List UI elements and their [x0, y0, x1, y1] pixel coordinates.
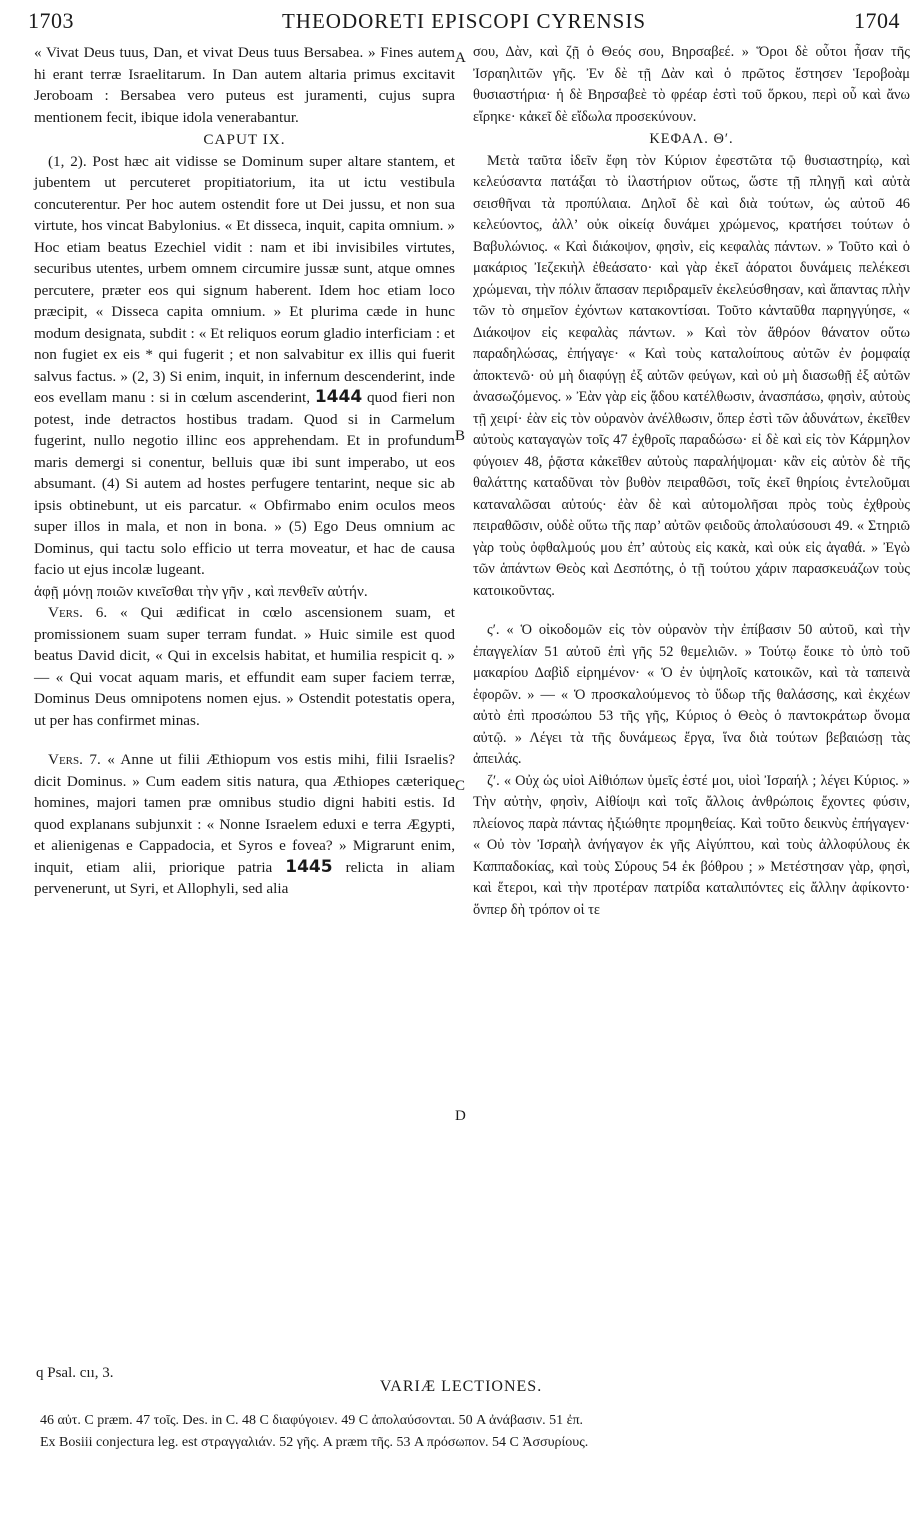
page-header: [28, 8, 900, 38]
latin-paragraph-4a: « Anne ut filii Æthiopum vos estis mihi, filii Israelis? dicit Dominus. » Cum eadem sitis natura, qua Æthiopes cæterique homines, majori tamen præ omnibus studio digni habiti estis. Id quod explanans subjunxit : « Nonne Israelem eduxi e terra Ægypti, et alienigenas e Cappadocia, et Syros e fovea? » Migrarunt enim, inquit, etiam alii, priorique patria: [34, 751, 456, 876]
greek-paragraph-2: Μετὰ ταῦτα ἰδεῖν ἔφη τὸν Κύριον ἐφεστῶτα τῷ θυσιαστηρίῳ, καὶ κελεύσαντα πατάξαι τὸ ἱλαστήριον οὕτως, ὥστε τῇ πληγῇ καὶ αὐτὰ σεισθῆναι τὰ προπύλαια. Δηλοῖ δὲ καὶ διὰ τούτων, ὡς αὐτοῦ 46 κελεύοντος, ἀλλ’ οὐκ οἰκείᾳ δυνάμει χρώμενος, κρατήσει τούτων ὁ Βαβυλώνιος. « Καὶ διάκοψον, φησὶν, εἰς κεφαλὰς πάντων. » Τοῦτο καὶ ὁ μακάριος Ἰεζεκιὴλ ἐθεάσατο· καὶ γὰρ ἐκεῖ ἀόρατοι δυνάμεις πελέκεσι χρώμεναι, τὴν πόλιν ἅπασαν περιδραμεῖν ἐκελεύσθησαν, καὶ ἅπαντας πλὴν τῶν τὸ σημεῖον ἐχόντων κατακοντίσαι. Τοῦτο κἀνταῦθα παρηγγύησε, « Διάκοψον εἰς κεφαλὰς πάντων. » Καὶ τὸν ἄθρόον θάνατον οὕτω παραδηλώσας, ἐπήγαγε· « Καὶ τοὺς καταλοίπους αὐτῶν ἐν ῥομφαίᾳ ἀποκτενῶ· οὐ μὴ διαφύγῃ ἐξ αὐτῶν φεύγων, καὶ οὐ μὴ διασωθῇ ἐξ αὐτῶν ἀνασωζόμενος. » Ἐὰν γὰρ εἰς ᾅδου κατέλθωσιν, ἀνασπάσω, φησὶν, αὐτοὺς τῇ χειρί· ἐὰν εἰς τὸν οὐρανὸν ἀνέλθωσιν, ὅπερ ἐστὶ τῶν ἀδυνάτων, ἐκεῖθεν αὐτοὺς καταγαγὼν τοῖς 47 ἐχθροῖς παραδώσω· εἰ δὲ καὶ εἰς τὸν Κάρμηλον φύγοιεν 48, ῥᾷστα κἀκεῖθεν αὐτοὺς παραλήψομαι· κἂν εἰς αὐτὸν δὲ τῆς θαλάττης καταδῦναι τὸν βυθὸν πειραθῶσι, τοῖς ἐκεῖ θηρίοις ἐντελοῦμαι καταναλῶσαι αὐτούς· ἐὰν δὲ καὶ αὐτομολῆσαι πρὸς τοὺς ἐχθροὺς πειραθῶσιν, οὐδὲ οὕτω τῆς παρ’ αὐτῶν φειδοῦς ἀπολαύσουσι 49. « Στηριῶ γὰρ τοὺς ὀφθαλμούς μου ἐπ’ αὐτοὺς εἰς κακὰ, καὶ οὐκ εἰς ἀγαθά. » Ἐγὼ τῶν ἁπάντων Θεὸς καὶ Δεσπότης, ὁ τῇ τούτου χάριν παρασκευάζων τοὺς κατοικοῦντας.: [473, 152, 910, 599]
latin-paragraph-2b: quod fieri non potest, inde detractos hostibus tradam. Quod si in Carmelum fugerint, nullo negotio illinc eos apprehendam. Et in profundum maris demergi si conentur, belluis quæ ibi sunt imperabo, ut eos absumant. (4) Si autem ad hostes perfugere tentarint, neque sic ab ipsis obtinebunt, ut eis parcatur. « Obfirmabo enim oculos meos super illos in mala, et non in bona. » (5) Ego Deus omnium ac Dominus, qui tactu solo efficio ut terra moveatur, et hac de causa facio ut ejus incolæ lugeant.: [34, 389, 456, 578]
right-page-number: 1704: [854, 8, 900, 33]
margin-letter-c: C: [455, 778, 466, 794]
column-number-1444: 1444: [314, 387, 363, 407]
variae-line-1: 46 αὐτ. C præm. 47 τοῖς. Des. in C. 48 C διαφύγοιεν. 49 C ἀπολαύσονται. 50 A ἀνάβασιν. 51 ἐπ.: [40, 1413, 584, 1428]
margin-letter-b: B: [455, 428, 466, 444]
latin-paragraph-3: [34, 602, 455, 731]
variae-line-2: Ex Bosiii conjectura leg. est στραγγαλιάν. 52 γῆς. A præm τῆς. 53 A πρόσωπον. 54 C Ἀσσυρίους.: [40, 1435, 589, 1450]
variae-lectiones: [40, 1410, 892, 1454]
latin-paragraph-4: [34, 749, 455, 900]
greek-paragraph-4: ζʹ. « Οὐχ ὡς υἱοὶ Αἰθιόπων ὑμεῖς ἐστέ μοι, υἱοὶ Ἰσραήλ ; λέγει Κύριος. » Τὴν αὐτὴν, φησὶν, Αἰθίοψι καὶ τοῖς ἄλλοις ἀνθρώποις ἔχοντες φύσιν, πλείονος παρὰ πάντας ἠξιώθητε προμηθείας. Καὶ τοῦτο δεικνὺς ἐπήγαγεν· « Οὐ τὸν Ἰσραὴλ ἀνήγαγον ἐκ γῆς Αἰγύπτου, καὶ τοὺς ἀλλοφύλους ἐκ Καππαδοκίας, καὶ τοὺς Σύρους 54 ἐκ βόθρου ; » Μετέστησαν γὰρ, φησὶ, καὶ ἕτεροι, καὶ τὴν προτέραν πατρίδα καταλιπόντες εἰς ἄλλην ἀφίκοντο· ὅνπερ δὴ τρόπον οἱ τε: [473, 772, 910, 918]
vers7-label: Vers. 7.: [48, 751, 101, 768]
latin-paragraph-3-text: « Qui ædificat in cœlo ascensionem suam, et promissionem suam super terram fundat. » Huic simile est quod beatus David dicit, « Qui in excelsis habitat, et humilia respicit q. » — « Qui vocat aquam maris, et effundit eam super faciem terræ, Dominus Deus omnipotens nomen ejus. » Ostendit potestatis opera, ut per has confirmet minas.: [34, 604, 456, 729]
margin-letter-a: A: [455, 50, 466, 66]
left-page-number: 1703: [28, 8, 74, 33]
column-number-1445: 1445: [285, 856, 333, 877]
latin-column: [34, 42, 455, 900]
margin-letter-d: D: [455, 1108, 466, 1124]
latin-greek-tail: ἁφῇ μόνῃ ποιῶν κινεῖσθαι τὴν γῆν , καὶ πενθεῖν αὐτήν.: [34, 582, 368, 600]
variae-lectiones-heading: VARIÆ LECTIONES.: [379, 1378, 543, 1395]
greek-chapter-heading: ΚΕΦΑΛ. Θʹ.: [649, 131, 734, 147]
latin-paragraph-4b: relicta in aliam pervenerunt, ut Syri, et Allophyli, sed alia: [34, 858, 455, 897]
footnote: q Psal. cıı, 3.: [36, 1365, 114, 1381]
latin-paragraph-2: [34, 151, 455, 581]
paragraph-gap: [34, 731, 455, 749]
greek-column: [473, 42, 910, 921]
latin-paragraph-2a: (1, 2). Post hæc ait vidisse se Dominum super altare stantem, et jubentem ut percuteret propitiatorium, ita ut ictu vestibula concuterentur. Per hoc autem ostendit fore ut Dei jussu, et non sua virtute, hos vincat Babylonius. « Et disseca, inquit, capita omnium. » Hoc etiam beatus Ezechiel vidit : nam et ibi invisibiles virtutes, securibus utentes, urbem omnem circumire jussæ sunt, atque omnes percutere, præter eos qui signum haberent. Idem hoc etiam loco præcipit, « Disseca capita omnium. » Et plurima cæde in hunc modum designata, subdit : « Et reliquos eorum gladio interficiam : et non fugiet ex eis * qui fugerit ; et non salvabitur ex illis qui fuerit salvus factus. » (2, 3) Si enim, inquit, in infernum descenderint, inde eos evellam manu : si in cœlum ascenderint,: [34, 152, 455, 406]
greek-paragraph-1: σου, Δὰν, καὶ ζῇ ὁ Θεός σου, Βηρσαβεέ. » Ὅροι δὲ οὗτοι ἦσαν τῆς Ἰσραηλιτῶν γῆς. Ἐν δὲ τῇ Δὰν καὶ ὁ πρῶτος ἔστησεν Ἱεροβοὰμ θυσιαστήρια· ἡ δὲ Βηρσαβεὲ τὸ φρέαρ ἐστὶ τοῦ ὅρκου, περὶ οὗ καὶ ἄνω εἴρηκε· κἀκεῖ δὲ εἴδωλα προσεκύνουν.: [473, 44, 910, 125]
latin-chapter-heading: CAPUT IX.: [203, 131, 286, 148]
vers6-label: Vers. 6.: [48, 604, 108, 621]
running-title: THEODORETI EPISCOPI CYRENSIS: [281, 9, 647, 33]
paragraph-gap: [473, 602, 910, 620]
greek-paragraph-3: ςʹ. « Ὁ οἰκοδομῶν εἰς τὸν οὐρανὸν τὴν ἐπίβασιν 50 αὐτοῦ, καὶ τὴν ἐπαγγελίαν 51 αὐτοῦ ἐπὶ γῆς 52 θεμελιῶν. » Τούτῳ ἔοικε τὸ ὑπὸ τοῦ μακαρίου Δαβὶδ εἰρημένον· « Ὁ ἐν ὑψηλοῖς κατοικῶν, καὶ τὰ ταπεινὰ ἐφορῶν. » — « Ὁ προσκαλούμενος τὸ ὕδωρ τῆς θαλάσσης, καὶ ἐκχέων αὐτὸ ἐπὶ προσώπου 53 τῆς γῆς, Κύριος ὁ Θεὸς ὁ παντοκράτωρ ὄνομα αὐτῷ. » Λέγει τὰ τῆς δυνάμεως ἔργα, ἵνα διὰ τούτων βεβαιώσῃ τὰς ἀπειλάς.: [473, 622, 910, 767]
latin-paragraph-1: « Vivat Deus tuus, Dan, et vivat Deus tuus Bersabea. » Fines autem hi erant terræ Israelitarum. In Dan autem altaria primus excitavit Jeroboam : Bersabea vero puteus est juramenti, cujus supra mentionem fecit, ibique idola venerabantur.: [34, 44, 455, 126]
